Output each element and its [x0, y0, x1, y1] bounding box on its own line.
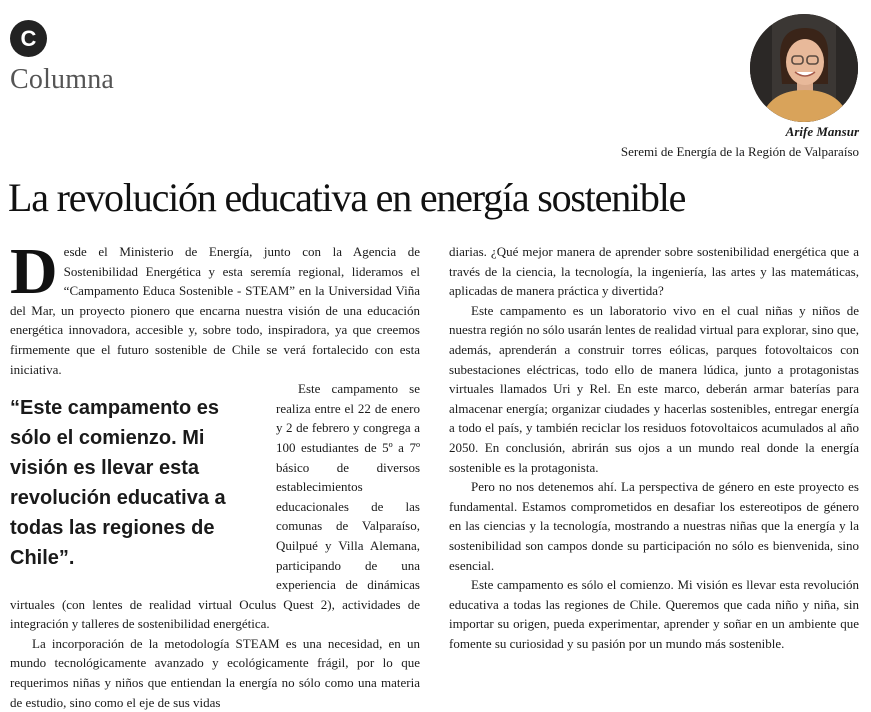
paragraph-1-text: esde el Ministerio de Energía, junto con la Agencia de Sostenibilidad Energética y esta seremía regional, lideramos el “Campamento Educa Sostenible - STEAM” en la Universidad Viña del Mar, un proyecto pionero que encarna nuestra visión de una educación energética innovadora, accesible y, sobre todo, inspiradora, ya que creemos firmemente que el futuro sostenible de Chile se verá fortalecido con esta iniciativa.: [10, 244, 420, 377]
column-left: [10, 235, 420, 712]
section-badge: C: [10, 20, 47, 57]
paragraph-6: Este campamento es sólo el comienzo. Mi visión es llevar esta revolución educativa a todas las regiones de Chile. Queremos que cada niño y niña, sin importar su origen, pueda experimentar, aprender y soñar en un ambiente que fomente su curiosidad y su pasión por un mundo más sostenible.: [449, 577, 859, 651]
paragraph-1: [10, 235, 420, 379]
paragraph-2: Este campamento se realiza entre el 22 de enero y 2 de febrero y congrega a 100 estudiantes de 5º a 7º básico de diversos establecimientos educacionales de las comunas de Valparaíso, Quilpué y Villa Alemana, participando de una experiencia de dinámicas virtuales (con lentes de realidad virtual Oculus Quest 2), actividades de integración y talleres de sostenibilidad energética.: [10, 381, 420, 632]
section-label: Columna: [10, 64, 115, 95]
paragraph-4: Este campamento es un laboratorio vivo en el cual niñas y niños de nuestra región no sólo usarán lentes de realidad virtual para explorar, sino que, además, aprenderán a construir torres eólicas, parques fotovoltaicos con subestaciones eléctricas, todo ello de manera lúdica, junto a protagonistas virtuales llamados Uri y Rel. En este marco, deberán armar baterías para almacenar energía; organizar ciudades y hacerlas sostenibles, entregar energía a todo el país, y también reciclar los residuos fotovoltaicos acumulados al año 2050. En conclusión, abrirán sus ojos a un mundo real donde la energía sostenible es la protagonista.: [449, 302, 859, 475]
paragraph-5: Pero no nos detenemos ahí. La perspectiva de género en este proyecto es fundamental. Estamos comprometidos en desafiar los estereotipos de género en las ciencias y la tecnología, mostrando a nuestras niñas que la energía y la sostenibilidad son campos donde su participación no sólo es bienvenida, sino esencial.: [449, 479, 859, 573]
drop-cap: D: [10, 235, 58, 308]
paragraph-3: La incorporación de la metodología STEAM es una necesidad, en un mundo tecnológicamente avanzado y ecológicamente frágil, por lo que requerimos niñas y niños que entiendan la energía no sólo como una materia de estudio, sino como el eje de sus vidas: [10, 635, 420, 710]
pull-quote: “Este campamento es sólo el comienzo. Mi visión es llevar esta revolución educativa a todas las regiones de Chile”.: [10, 397, 226, 570]
headline: La revolución educativa en energía sostenible: [8, 175, 686, 220]
author-name: Arife Mansur: [785, 124, 859, 139]
column-right: [449, 242, 859, 653]
paragraph-3-continued: diarias. ¿Qué mejor manera de aprender sobre sostenibilidad energética que a través de la ciencia, la tecnología, la ingeniería, las artes y las matemáticas, aplicadas de manera práctica y divertida?: [449, 244, 859, 299]
author-role: Seremi de Energía de la Región de Valparaíso: [620, 144, 859, 159]
author-photo: [750, 14, 858, 122]
